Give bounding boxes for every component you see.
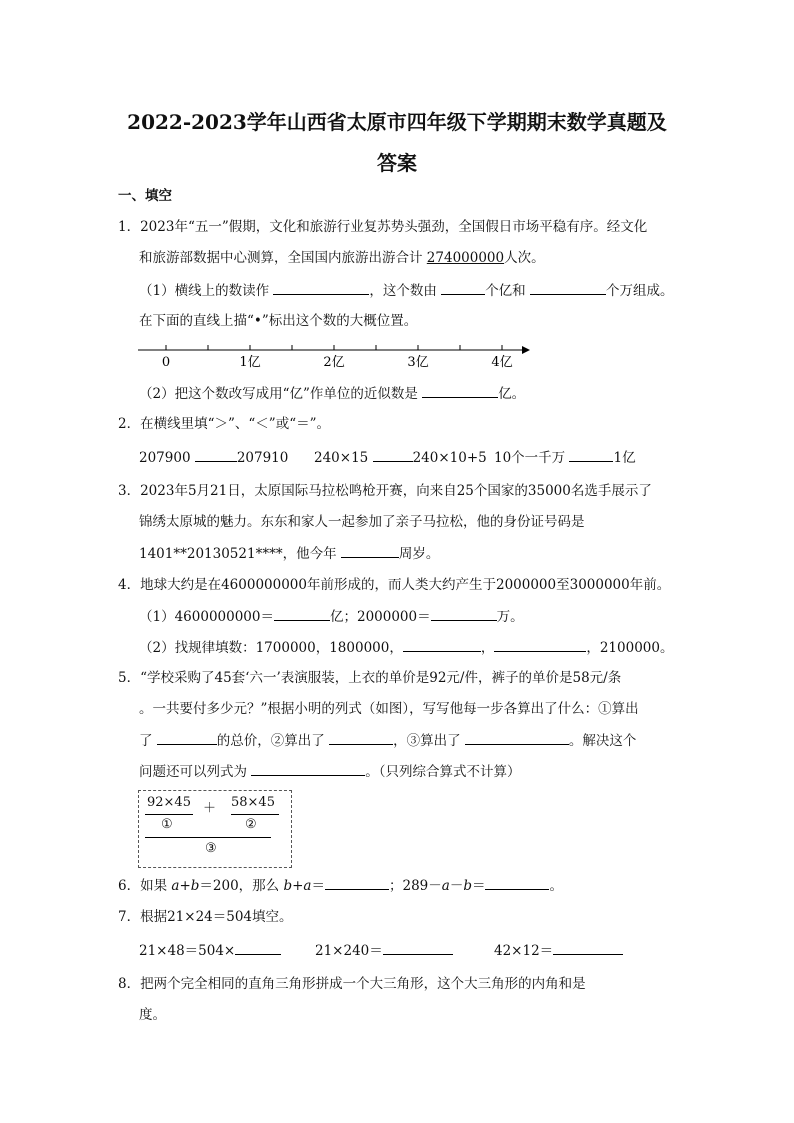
q5-line2: 。一共要付多少元？”根据小明的列式（如图），写写他每一步各算出了什么：①算出 <box>139 701 639 717</box>
q4-blank-wan[interactable] <box>431 606 497 621</box>
tick-label-0: 0 <box>161 355 171 370</box>
q3-blank-age[interactable] <box>341 543 399 558</box>
q7-blank-3[interactable] <box>553 940 623 955</box>
q7-item1: 21×48＝504× <box>139 940 281 961</box>
q7-item3: 42×12＝ <box>494 940 623 961</box>
q3-line3: 1401**20130521****，他今年 周岁。 <box>139 543 439 564</box>
q6-blank-2[interactable] <box>485 875 549 890</box>
page-title-line2: 答案 <box>377 151 417 175</box>
box-circle-1: ① <box>161 817 173 832</box>
q1-line2: 和旅游部数据中心测算，全国国内旅游出游合计 274000000人次。 <box>139 250 545 266</box>
q1-blank-yi[interactable] <box>441 280 485 295</box>
q4-blank-pattern-2[interactable] <box>494 637 586 652</box>
q5-line3: 了 的总价，②算出了 ，③算出了 。解决这个 <box>139 730 636 751</box>
q7-item2: 21×240＝ <box>315 940 453 961</box>
tick-label-3: 3亿 <box>407 355 429 370</box>
box-plus: ＋ <box>203 801 217 816</box>
q6-blank-1[interactable] <box>325 875 389 890</box>
q1-part2: （2）把这个数改写成用“亿”作单位的近似数是 亿。 <box>139 383 525 404</box>
q1-part1: （1）横线上的数读作 ，这个数由 个亿和 个万组成。 <box>139 280 673 301</box>
q3-line1: 3．2023年5月21日，太原国际马拉松鸣枪开赛，向来自25个国家的35000名选手展示了 <box>118 483 652 499</box>
q7-blank-2[interactable] <box>383 940 453 955</box>
q1-number: 274000000 <box>426 250 505 266</box>
q8-line2: 度。 <box>139 1007 166 1023</box>
q5-line4: 问题还可以列式为 。（只列综合算式不计算） <box>139 761 521 782</box>
q4-blank-pattern-1[interactable] <box>403 637 481 652</box>
box-left-expr: 92×45 <box>147 795 191 810</box>
q3-line2: 锦绣太原城的魅力。东东和家人一起参加了亲子马拉松，他的身份证号码是 <box>139 514 585 530</box>
q5-blank-formula[interactable] <box>251 761 365 776</box>
q2-items: 207900 207910 <box>139 447 288 468</box>
q2-item2: 240×15 240×10+5 <box>314 447 487 468</box>
q7-line1: 7．根据21×24＝504填空。 <box>118 909 293 925</box>
q8-line1: 8．把两个完全相同的直角三角形拼成一个大三角形，这个大三角形的内角和是 <box>118 976 586 992</box>
number-line[interactable] <box>130 340 540 374</box>
q6-line1: 6．如果 a+b＝200，那么 b+a＝ ；289－a－b＝ 。 <box>118 875 563 896</box>
q1-blank-wan[interactable] <box>530 280 606 295</box>
q1-blank-reading[interactable] <box>273 280 369 295</box>
q4-part2: （2）找规律填数：1700000，1800000， ， ，2100000。 <box>139 637 673 658</box>
box-right-expr: 58×45 <box>231 795 275 810</box>
q2-blank-1[interactable] <box>195 447 237 462</box>
q2-line1: 2．在横线里填“＞”、“＜”或“＝”。 <box>118 416 330 432</box>
tick-label-2: 2亿 <box>323 355 345 370</box>
q2-blank-3[interactable] <box>569 447 613 462</box>
q4-line1: 4．地球大约是在4600000000年前形成的，而人类大约产生于2000000至3000000年前。 <box>118 577 671 593</box>
q7-blank-1[interactable] <box>235 940 281 955</box>
page-title-line1: 2022-2023学年山西省太原市四年级下学期期末数学真题及 <box>127 110 667 134</box>
calculation-diagram <box>138 790 292 868</box>
q1-line1: 1．2023年“五一”假期，文化和旅游行业复苏势头强劲，全国假日市场平稳有序。经文化 <box>118 219 648 235</box>
q2-item3: 10个一千万 1亿 <box>494 447 636 468</box>
tick-label-1: 1亿 <box>239 355 261 370</box>
box-circle-2: ② <box>245 817 257 832</box>
q4-part1: （1）4600000000＝ 亿；2000000＝ 万。 <box>139 606 524 627</box>
q1-blank-approx[interactable] <box>422 383 498 398</box>
section-heading: 一、填空 <box>118 188 172 204</box>
q1-part1-instruction: 在下面的直线上描“•”标出这个数的大概位置。 <box>139 313 418 329</box>
q5-line1: 5．“学校采购了45套‘六一’表演服装，上衣的单价是92元/件，裤子的单价是58元/条 <box>118 670 622 686</box>
q5-blank-step3[interactable] <box>465 730 569 745</box>
box-circle-3: ③ <box>205 841 217 856</box>
q5-blank-step1[interactable] <box>157 730 217 745</box>
tick-label-4: 4亿 <box>491 355 513 370</box>
q4-blank-yi[interactable] <box>274 606 330 621</box>
q2-blank-2[interactable] <box>373 447 413 462</box>
q5-blank-step2[interactable] <box>329 730 393 745</box>
